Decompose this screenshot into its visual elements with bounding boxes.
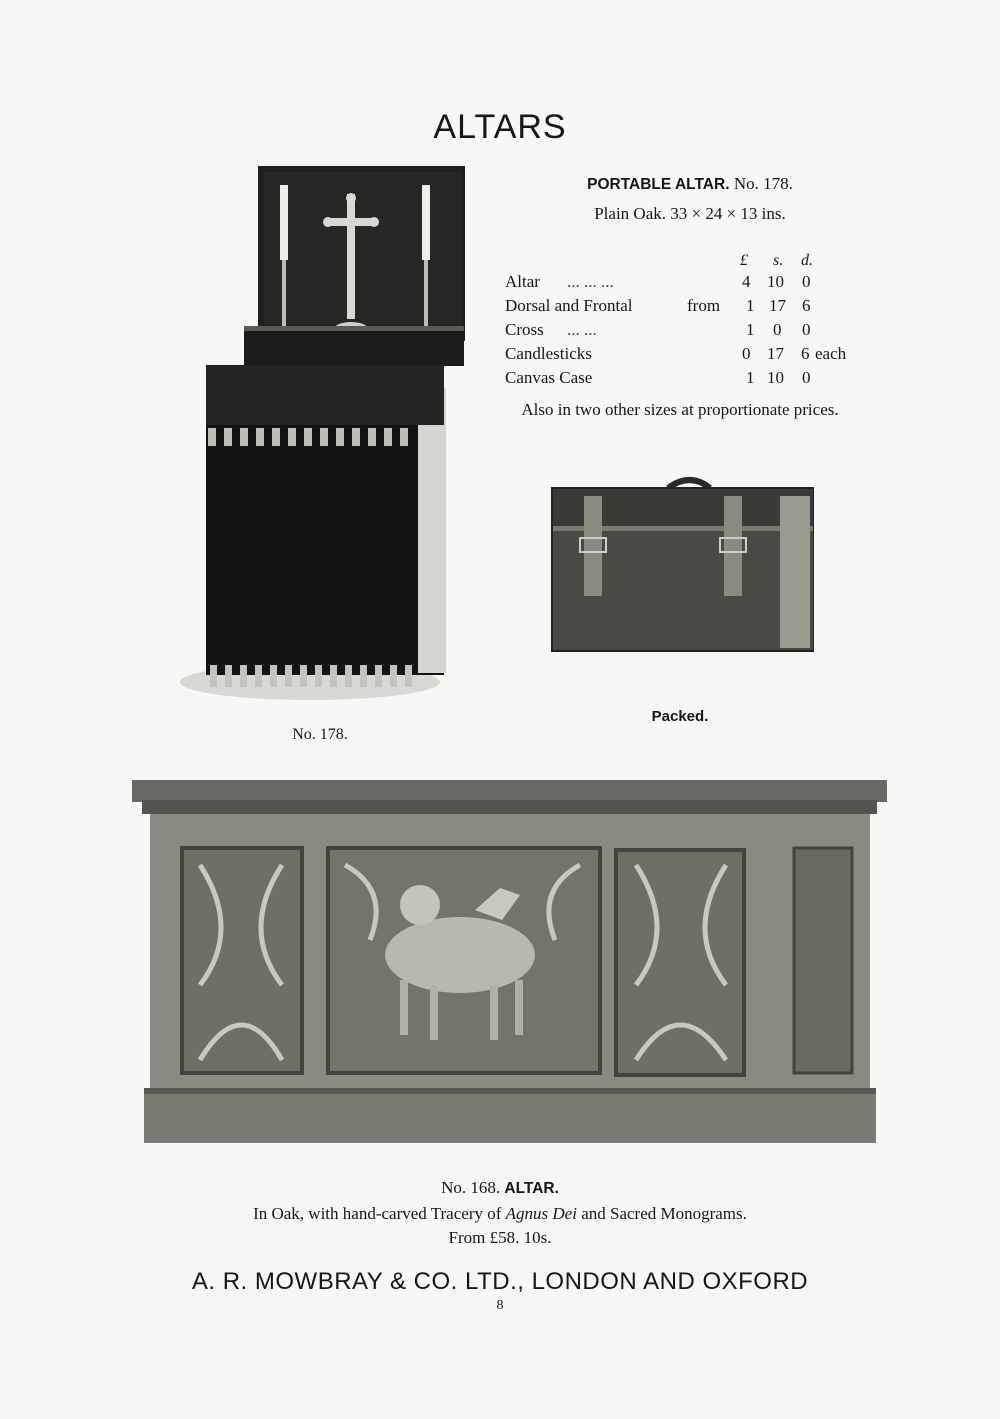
item-pounds: 1 <box>746 368 755 387</box>
item-pounds: 4 <box>742 272 751 291</box>
carved-altar-photo <box>130 770 890 1155</box>
item-name: Candlesticks <box>505 344 592 363</box>
item-suffix: each <box>815 344 847 363</box>
portable-altar-number: No. 178. <box>733 174 793 193</box>
price-row-dorsal <box>505 296 865 320</box>
item-pence: 6 <box>802 296 811 315</box>
page-number: 8 <box>496 1298 504 1313</box>
item-shillings: 0 <box>773 320 782 339</box>
item-pence: 6 <box>801 344 810 363</box>
publisher-imprint: A. R. MOWBRAY & CO. LTD., LONDON AND OXFORD <box>191 1268 809 1295</box>
item-pounds: 1 <box>746 296 755 315</box>
item-pence: 0 <box>802 272 811 291</box>
item-leader: ... ... ... <box>567 272 614 291</box>
item-shillings: 10 <box>767 272 784 291</box>
description-text-end: and Sacred Monograms. <box>576 1204 747 1223</box>
altar-168-caption <box>0 1178 1000 1198</box>
item-leader: ... ... <box>567 320 597 339</box>
portable-altar-title: PORTABLE ALTAR. <box>587 176 730 193</box>
item-pounds: 0 <box>742 344 751 363</box>
altar-168-number: No. 168. <box>441 1178 501 1197</box>
description-text: In Oak, with hand-carved Tracery of <box>253 1204 506 1223</box>
item-name: Altar <box>505 272 540 291</box>
item-shillings: 10 <box>767 368 784 387</box>
item-name: Canvas Case <box>505 368 593 387</box>
shillings-header: s. <box>773 252 784 269</box>
portable-altar-specs: Plain Oak. 33 × 24 × 13 ins. <box>594 204 786 223</box>
altar-168-description <box>0 1204 1000 1224</box>
pence-header: d. <box>801 252 813 269</box>
page-title: ALTARS <box>433 108 567 146</box>
sizes-note: Also in two other sizes at proportionate prices. <box>521 400 839 419</box>
portable-altar-illustration <box>180 160 465 700</box>
portable-altar-heading <box>500 174 880 194</box>
canvas-case-photo <box>548 476 814 654</box>
item-pence: 0 <box>802 368 811 387</box>
item-pence: 0 <box>802 320 811 339</box>
item-name: Cross <box>505 320 544 339</box>
item-pounds: 1 <box>746 320 755 339</box>
portable-altar-caption: No. 178. <box>292 726 348 743</box>
item-shillings: 17 <box>769 296 786 315</box>
pounds-header: £ <box>740 252 748 269</box>
price-row-candlesticks <box>505 344 865 368</box>
carved-altar-illustration <box>130 770 890 1155</box>
item-name: Dorsal and Frontal <box>505 296 633 315</box>
description-italic: Agnus Dei <box>505 1204 577 1223</box>
price-row-canvas-case <box>505 368 865 392</box>
portable-altar-photo <box>180 160 465 700</box>
item-from: from <box>687 296 721 315</box>
item-shillings: 17 <box>767 344 784 363</box>
altar-168-price: From £58. 10s. <box>448 1228 552 1247</box>
price-row-altar <box>505 272 865 296</box>
packed-caption: Packed. <box>651 708 709 725</box>
altar-168-title: ALTAR. <box>504 1180 559 1197</box>
canvas-case-illustration <box>548 476 814 654</box>
price-row-cross <box>505 320 865 344</box>
